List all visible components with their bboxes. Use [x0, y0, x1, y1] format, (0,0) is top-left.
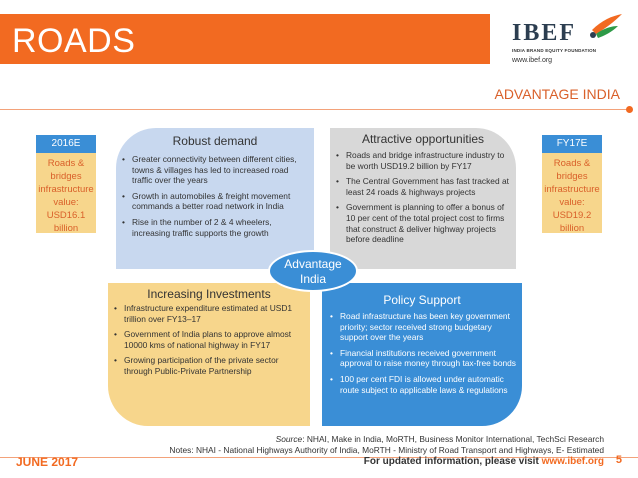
- divider-dot-icon: [626, 106, 633, 113]
- logo-tagline: INDIA BRAND EQUITY FOUNDATION: [512, 48, 597, 53]
- advantage-india-badge: Advantage India: [268, 250, 358, 292]
- list-item: • Growing participation of the private sector through Public-Private Partnership: [114, 355, 306, 376]
- robust-demand-title: Robust demand: [172, 134, 258, 148]
- list-item: • Government of India plans to approve almost 10000 kms of national highway in FY17: [114, 329, 306, 350]
- source-line: [169, 434, 604, 445]
- right-value-label: FY17E: [542, 135, 602, 153]
- notes-line: Notes: NHAI - National Highways Authority of India, MoRTH - Ministry of Road Transport and Highways, E- Estimated: [169, 445, 604, 455]
- left-value-label: 2016E: [36, 135, 96, 153]
- robust-demand-panel: [116, 128, 314, 269]
- source-text: : NHAI, Make in India, MoRTH, Business Monitor International, TechSci Research: [302, 434, 604, 444]
- increasing-investments-panel: [108, 283, 310, 426]
- list-item: • Growth in automobiles & freight movement commands a better road network in India: [122, 191, 310, 212]
- list-item: • Road infrastructure has been key government priority; sector received strong budgetary support over the years: [330, 311, 518, 343]
- logo-name: IBEF: [512, 20, 577, 46]
- list-item: • Greater connectivity between different cities, towns & villages has led to increased road traffic over the years: [122, 154, 310, 186]
- attractive-opportunities-panel: [330, 128, 516, 269]
- footer-cta: [364, 456, 604, 467]
- right-value-text: Roads & bridges infrastructure value: USD19.2 billion: [542, 153, 602, 233]
- increasing-investments-title: Increasing Investments: [147, 287, 271, 301]
- list-item: • The Central Government has fast tracked at least 24 roads & highways projects: [336, 176, 512, 197]
- list-item: • Government is planning to offer a bonus of 10 per cent of the total project cost to firms that construct & deliver highway projects before deadline: [336, 202, 512, 244]
- list-item: • 100 per cent FDI is allowed under automatic route subject to applicable laws & regulations: [330, 374, 518, 395]
- list-item: • Infrastructure expenditure estimated at USD1 trillion over FY13–17: [114, 303, 306, 324]
- source-notes: [169, 434, 604, 456]
- footer-url-link[interactable]: www.ibef.org: [541, 456, 604, 467]
- ibef-logo[interactable]: [500, 8, 625, 68]
- header-bar: [0, 14, 490, 64]
- policy-support-panel: [322, 283, 522, 426]
- policy-support-list: [330, 311, 518, 400]
- source-label: Source: [275, 434, 303, 444]
- left-value-text: Roads & bridges infrastructure value: USD16.1 billion: [36, 153, 96, 233]
- left-value-box: [36, 135, 96, 233]
- page-number: 5: [615, 454, 622, 466]
- attractive-opportunities-list: [336, 150, 512, 250]
- policy-support-title: Policy Support: [383, 293, 461, 307]
- robust-demand-list: [122, 154, 310, 243]
- footer-date: JUNE 2017: [16, 455, 79, 469]
- increasing-investments-list: [114, 303, 306, 382]
- list-item: • Rise in the number of 2 & 4 wheelers, increasing traffic supports the growth: [122, 217, 310, 238]
- attractive-opportunities-title: Attractive opportunities: [361, 132, 485, 146]
- page-title: ROADS: [12, 22, 136, 60]
- footer-cta-text: For updated information, please visit: [363, 456, 542, 467]
- logo-url[interactable]: www.ibef.org: [512, 57, 553, 64]
- advantage-heading: ADVANTAGE INDIA: [494, 86, 620, 102]
- right-value-box: [542, 135, 602, 233]
- list-item: • Financial institutions received government approval to raise money through tax-free bonds: [330, 348, 518, 369]
- divider: [0, 109, 628, 110]
- list-item: • Roads and bridge infrastructure industry to be worth USD19.2 billion by FY17: [336, 150, 512, 171]
